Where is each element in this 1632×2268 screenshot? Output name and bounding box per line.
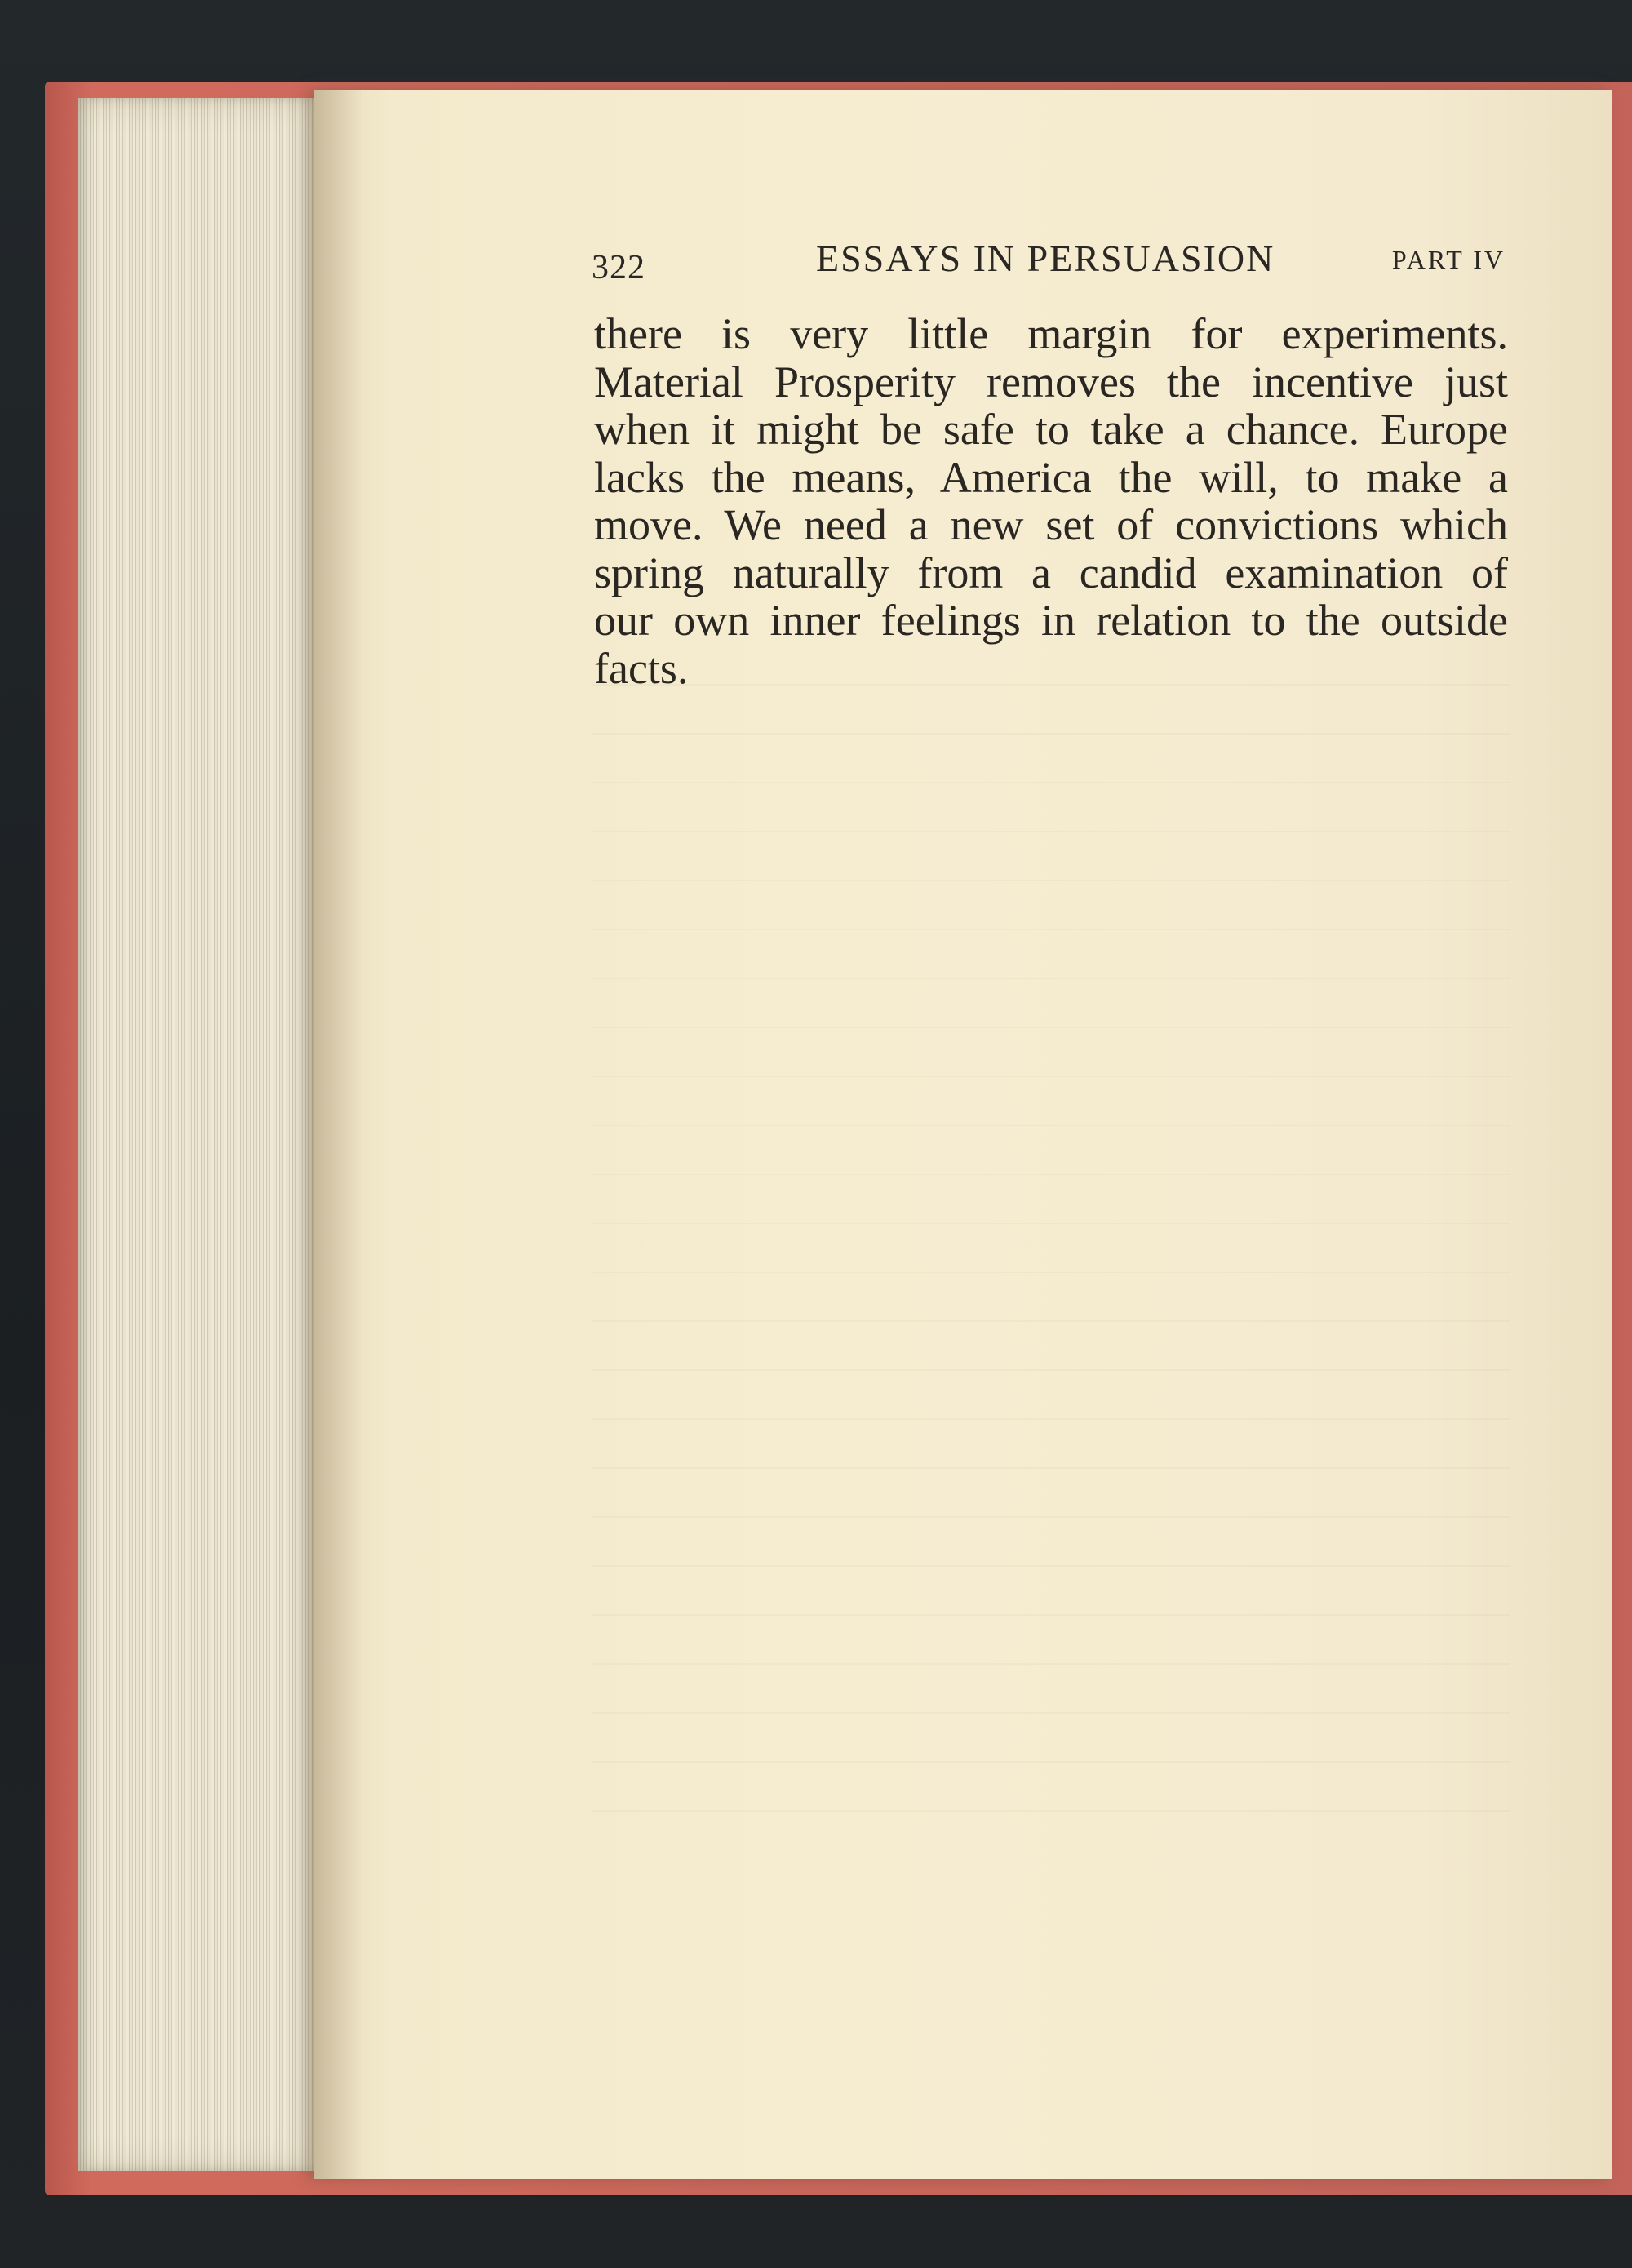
text-line: facts. xyxy=(594,643,689,693)
text-line: spring naturally from a candid examination of xyxy=(594,548,1508,597)
gutter-shadow xyxy=(314,90,363,2179)
text-line: there is very little margin for experiments. xyxy=(594,309,1508,358)
text-line: move. We need a new set of convictions which xyxy=(594,500,1508,549)
text-line: our own inner feelings in relation to the outside xyxy=(594,596,1508,645)
text-line: lacks the means, America the will, to make a xyxy=(594,452,1508,502)
text-line: Material Prosperity removes the incentive just xyxy=(594,357,1508,406)
text-line: when it might be safe to take a chance. Europe xyxy=(594,405,1508,454)
body-paragraph xyxy=(594,310,1508,692)
part-label: PART IV xyxy=(1391,245,1506,274)
page-number: 322 xyxy=(592,249,645,286)
page-edges xyxy=(78,98,339,2171)
running-header xyxy=(592,237,1506,294)
running-title: ESSAYS IN PERSUASION xyxy=(816,237,1275,279)
